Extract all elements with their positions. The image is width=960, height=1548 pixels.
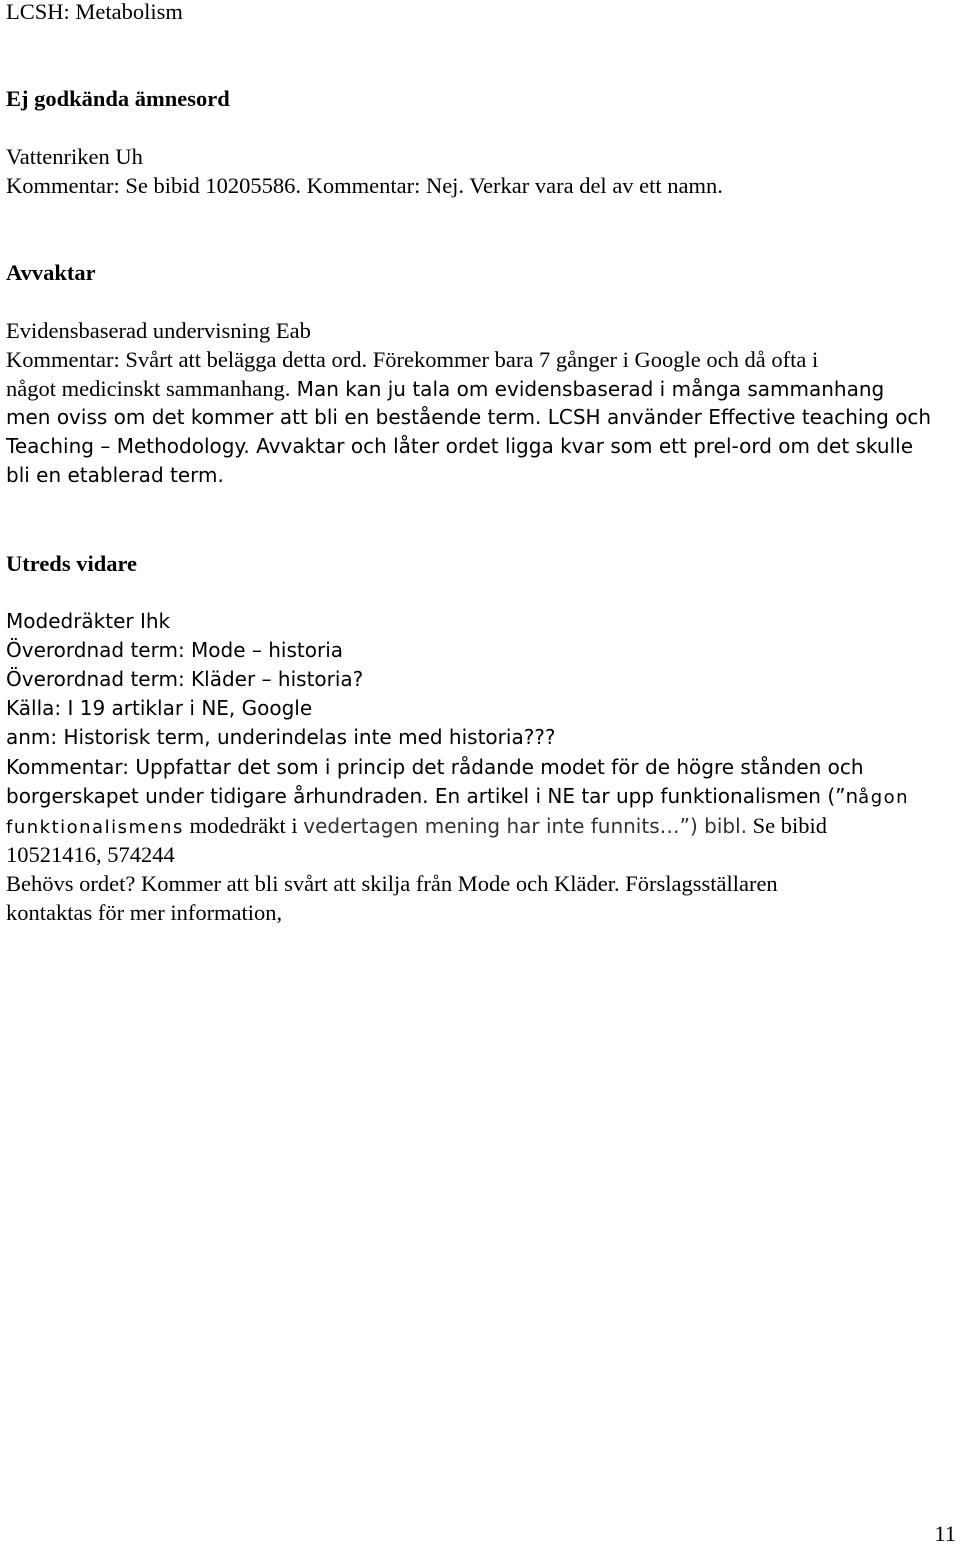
comment-line — [6, 403, 931, 432]
term-line: Modedräkter Ihk — [6, 609, 171, 633]
comment-text: Teaching – Methodology. — [6, 434, 250, 458]
comment-text: ågon — [858, 787, 910, 808]
term-line: Evidensbaserad undervisning Eab — [6, 318, 311, 343]
comment-line — [6, 782, 909, 811]
comment-text: Avvaktar och låter ordet ligga kvar som ett prel-ord om det skulle — [249, 434, 914, 458]
comment-text: LCSH använder Effective teaching och — [541, 405, 932, 429]
section-heading-investigate: Utreds vidare — [6, 551, 138, 576]
comment-text: Man kan ju tala om evidensbaserad i många sammanhang — [290, 377, 885, 401]
comment-text: vedertagen mening har inte funnits…”) bibl. — [303, 814, 747, 838]
comment-line: Kommentar: Uppfattar det som i princip det rådande modet för de högre stånden och — [6, 755, 864, 779]
section-heading-rejected: Ej godkända ämnesord — [6, 86, 230, 111]
comment-line: Kommentar: Svårt att belägga detta ord. Förekommer bara 7 gånger i Google och då ofta i — [6, 347, 819, 372]
page-number: 11 — [934, 1521, 956, 1546]
comment-line: bli en etablerad term. — [6, 463, 224, 487]
comment-line: 10521416, 574244 — [6, 842, 175, 867]
source-line: Källa: I 19 artiklar i NE, Google — [6, 696, 313, 720]
comment-line — [6, 374, 884, 403]
comment-text: borgerskapet under tidigare århundraden. En artikel i NE tar upp funktionalismen (”n — [6, 784, 859, 808]
comment-line: Behövs ordet? Kommer att bli svårt att skilja från Mode och Kläder. Förslagsställaren — [6, 871, 778, 896]
broader-term-line: Överordnad term: Mode – historia — [6, 638, 344, 662]
comment-line: kontaktas för mer information, — [6, 900, 283, 925]
comment-line — [6, 811, 827, 840]
broader-term-line: Överordnad term: Kläder – historia? — [6, 667, 364, 691]
comment-line — [6, 432, 913, 461]
note-line: anm: Historisk term, underindelas inte med historia??? — [6, 725, 556, 749]
comment-text: Se bibid — [747, 813, 828, 838]
comment-text: men oviss om det kommer att bli en bestående term. — [6, 405, 542, 429]
comment-line: Kommentar: Se bibid 10205586. Kommentar: Nej. Verkar vara del av ett namn. — [6, 173, 723, 198]
document-title: LCSH: Metabolism — [6, 0, 183, 24]
comment-text: modedräkt i — [183, 813, 304, 838]
section-heading-pending: Avvaktar — [6, 260, 96, 285]
term-line: Vattenriken Uh — [6, 144, 143, 169]
comment-text: något medicinskt sammanhang. — [6, 376, 291, 401]
comment-text: funktionalismens — [6, 817, 184, 838]
